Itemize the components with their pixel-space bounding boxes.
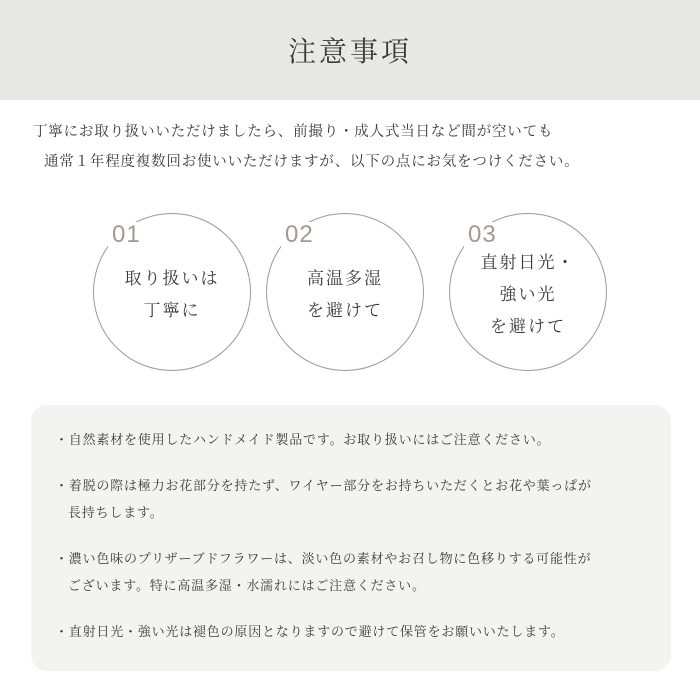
- point-label-line: 直射日光・: [480, 253, 576, 273]
- intro-line-2: 通常１年程度複数回お使いいただけますが、以下の点にお気をつけください。: [44, 154, 580, 170]
- note-line: ・着脱の際は極力お花部分を持たず、ワイヤー部分をお持ちいただくとお花や葉っぱが: [55, 479, 592, 494]
- note-line: ・濃い色味のプリザーブドフラワーは、淡い色の素材やお召し物に色移りする可能性が: [55, 552, 592, 567]
- point-label-line: 高温多湿: [307, 269, 383, 289]
- intro-text: [0, 117, 700, 177]
- point-circle-2: [266, 213, 424, 371]
- point-label-line: を避けて: [490, 317, 566, 337]
- note-line: ございます。特に高温多湿・水濡れにはご注意ください。: [68, 579, 426, 594]
- point-label-line: を避けて: [307, 301, 383, 321]
- page-title: 注意事項: [287, 35, 412, 68]
- point-circle-3: [449, 213, 607, 371]
- point-number: 03: [464, 222, 501, 248]
- list-item: [55, 427, 647, 454]
- note-line: ・自然素材を使用したハンドメイド製品です。お取り扱いにはご注意ください。: [55, 433, 551, 448]
- point-circle-1: [93, 213, 251, 371]
- notes-panel: [31, 405, 671, 671]
- note-line: ・直射日光・強い光は褪色の原因となりますので避けて保管をお願いいたします。: [55, 625, 565, 640]
- note-line: 長持ちします。: [68, 506, 164, 521]
- list-item: [55, 619, 647, 646]
- header-band: [0, 0, 700, 100]
- intro-line-1: 丁寧にお取り扱いいただけましたら、前撮り・成人式当日など間が空いても: [33, 124, 554, 140]
- point-label-line: 丁寧に: [143, 301, 201, 321]
- point-label: [94, 214, 250, 370]
- list-item: [55, 473, 647, 527]
- point-label-line: 取り扱いは: [124, 269, 220, 289]
- point-number: 01: [108, 222, 145, 248]
- point-label-line: 強い光: [499, 285, 557, 305]
- point-number: 02: [281, 222, 318, 248]
- point-label: [267, 214, 423, 370]
- list-item: [55, 546, 647, 600]
- point-label: [450, 214, 606, 370]
